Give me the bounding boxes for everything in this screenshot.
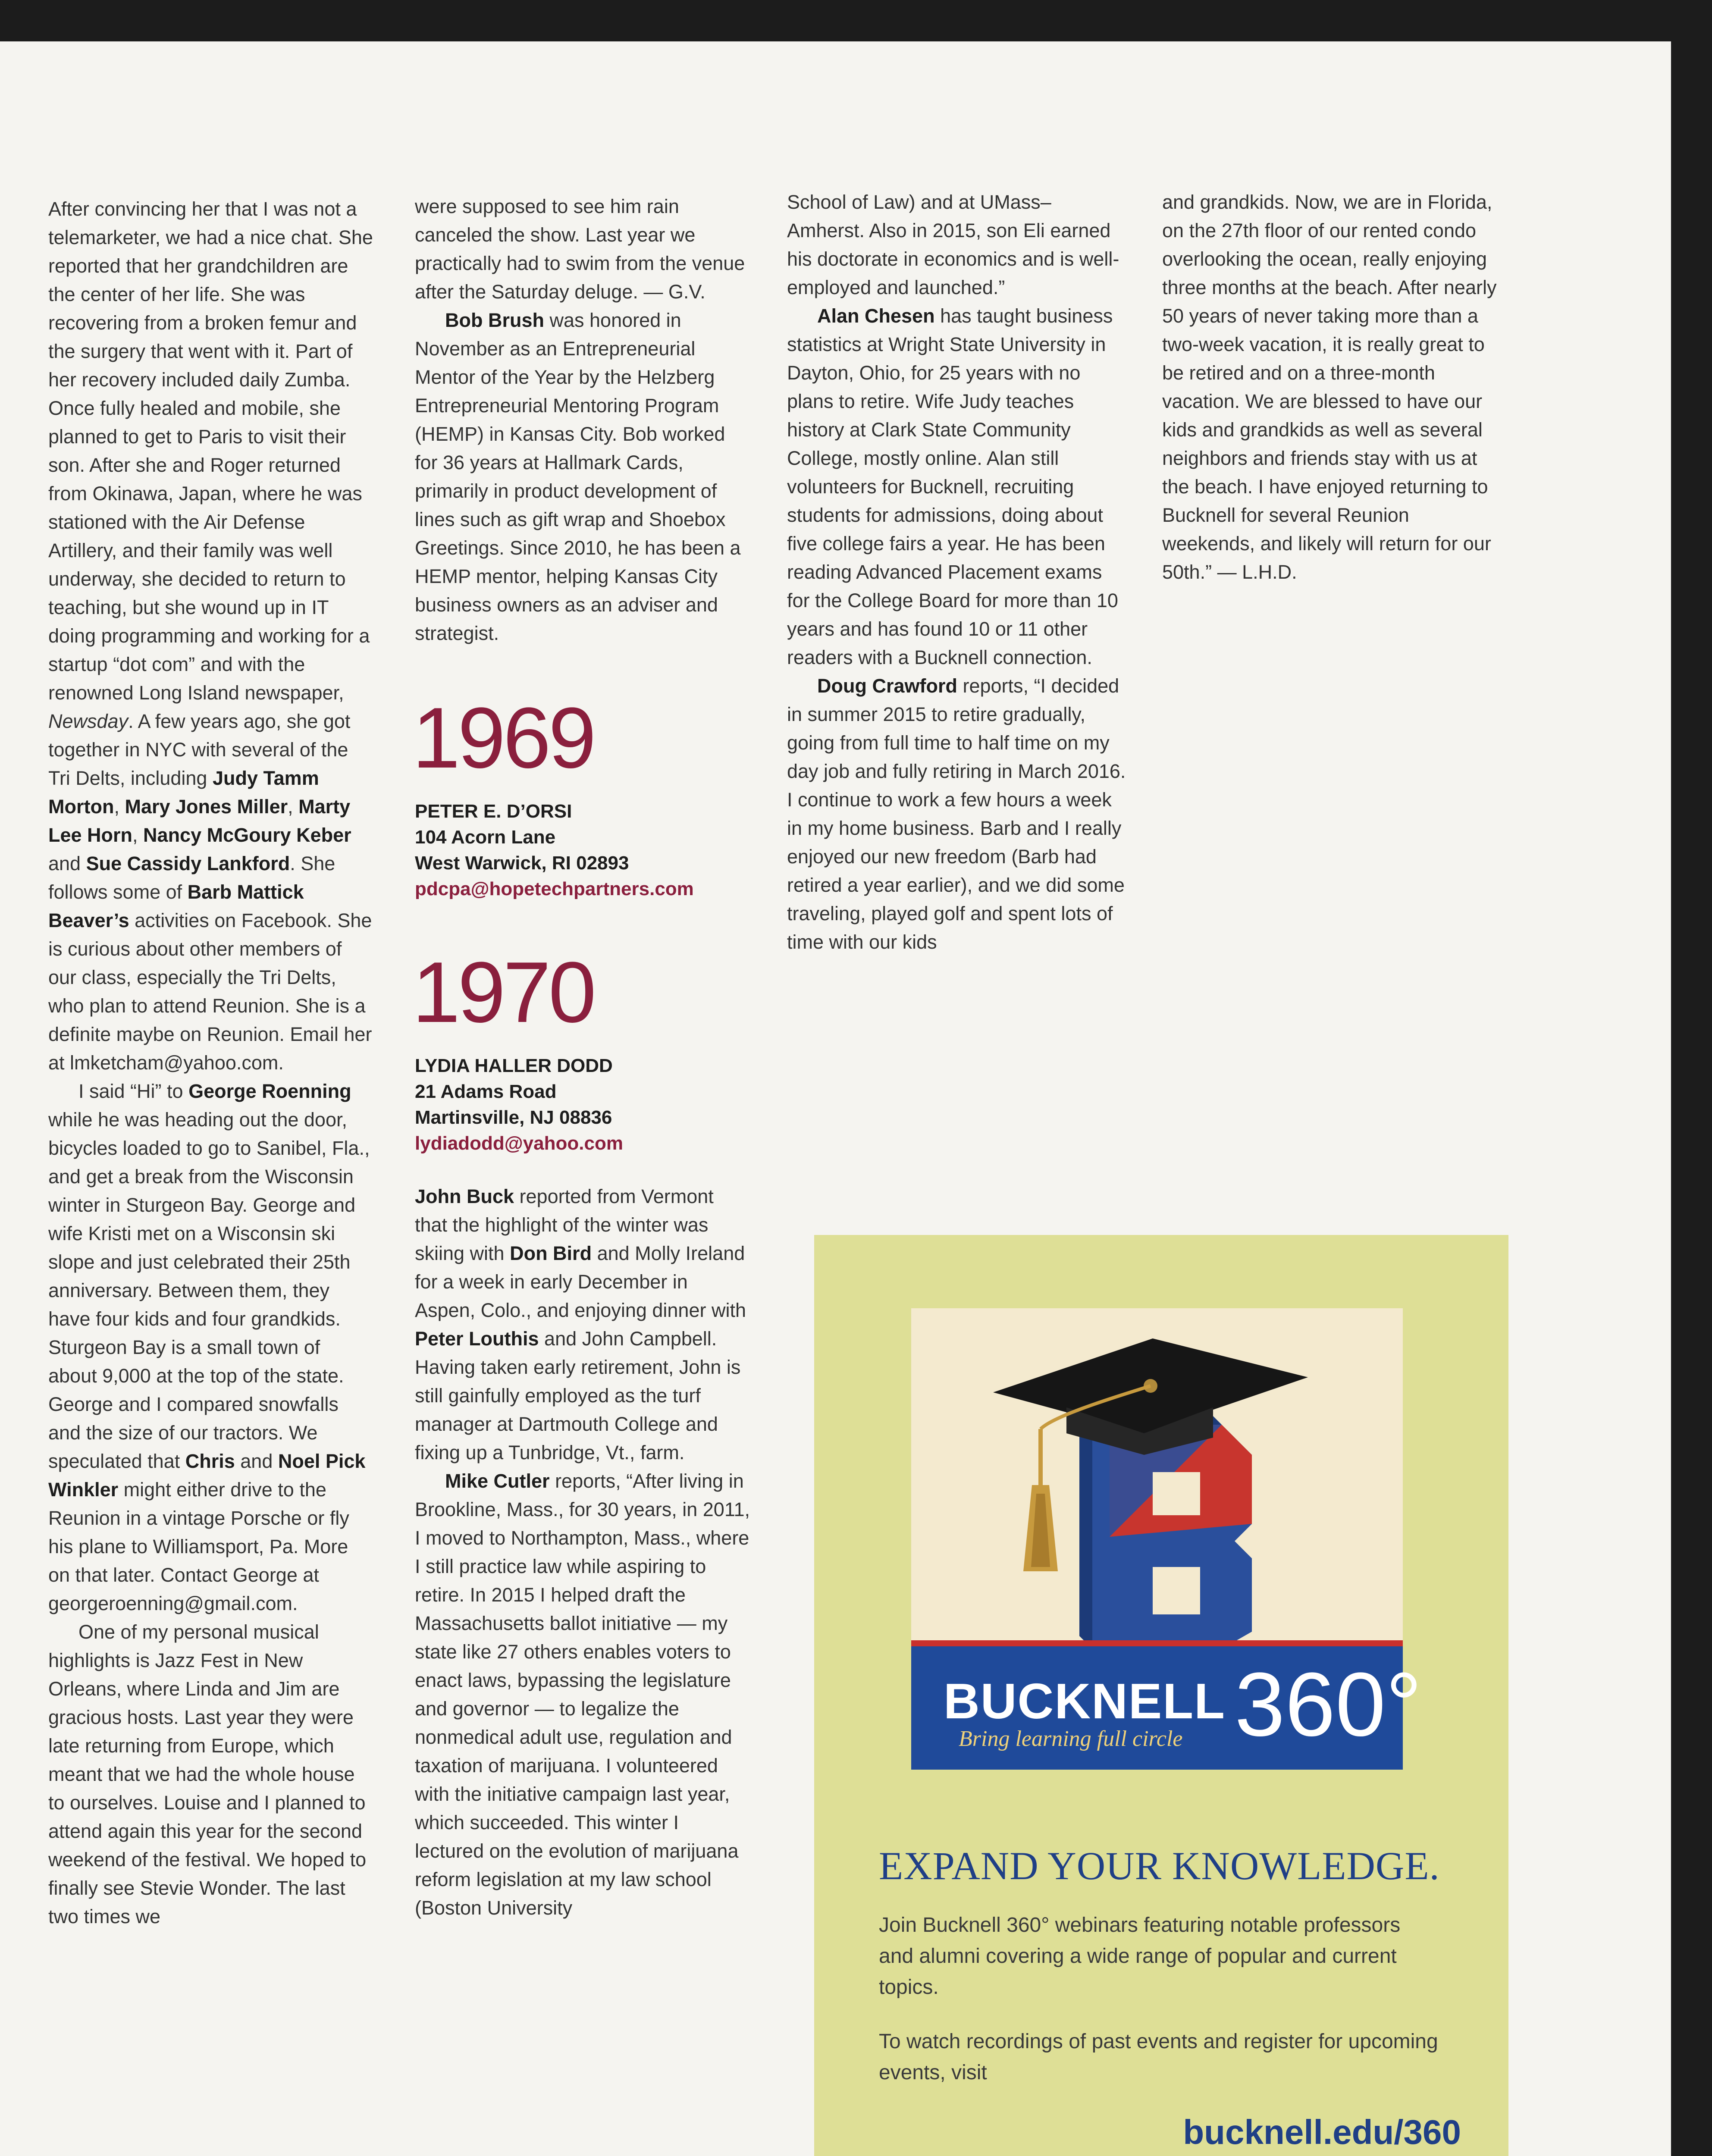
classmate-name: Doug Crawford <box>817 675 957 697</box>
secretary-name: PETER E. D’ORSI <box>415 801 572 822</box>
column-2 <box>412 192 751 1922</box>
brand-wordmark: BUCKNELL <box>944 1673 1226 1729</box>
paragraph: Doug Crawford reports, “I decided in summer 2015 to retire gradually, going from full time to half time on my day job and fully retiring in March 2016. I continue to work a few hours a week in my home business. Barb and I really enjoyed our new freedom (Barb had retired a year earlier), and we did some traveling, played golf and spent lots of time with our kids <box>787 675 1126 953</box>
class-year-heading: 1969 <box>412 690 594 786</box>
ad-url-link[interactable]: bucknell.edu/360 <box>1183 2113 1461 2151</box>
classmate-name: Nancy McGoury Keber <box>143 824 351 846</box>
classmate-name: Don Bird <box>510 1242 592 1264</box>
classmate-name: Alan Chesen <box>817 305 935 327</box>
column-3 <box>787 188 1128 956</box>
secretary-city: Martinsville, NJ 08836 <box>415 1107 612 1128</box>
paragraph: I said “Hi” to George Roenning while he was heading out the door, bicycles loaded to go to Sanibel, Fla., and get a break from the Wisconsin winter in Sturgeon Bay. George and wife Kristi met on a Wisconsin ski slope and just celebrated their 25th anniversary. Between them, they have four kids and four grandkids. Sturgeon Bay is a small town of about 9,000 at the top of the state. George and I compared snowfalls and the size of our tractors. We speculated that Chris and Noel Pick Winkler might either drive to the Reunion in a vintage Porsche or fly his plane to Williamsport, Pa. More on that later. Contact George at georgeroenning@gmail.com. <box>48 1080 370 1614</box>
brand-tagline: Bring learning full circle <box>959 1727 1183 1751</box>
secretary-city: West Warwick, RI 02893 <box>415 852 629 874</box>
class-secretary-contact <box>415 1053 751 1156</box>
paragraph: John Buck reported from Vermont that the highlight of the winter was skiing with Don Bird and Molly Ireland for a week in early December in Aspen, Colo., and enjoying dinner with Peter Louthis and John Campbell. Having taken early retirement, John is still gainfully employed as the turf manager at Dartmouth College and fixing up a Tunbridge, Vt., farm. <box>415 1185 746 1463</box>
brand-360-mark: 360° <box>1235 1654 1422 1755</box>
column-1 <box>48 195 374 1931</box>
ad-headline: EXPAND YOUR KNOWLEDGE. <box>879 1844 1440 1888</box>
class-year-heading: 1970 <box>412 944 594 1040</box>
class-secretary-contact <box>415 799 751 902</box>
column-4 <box>1162 188 1503 586</box>
classmate-name: Bob Brush <box>445 309 544 331</box>
classmate-name: Sue Cassidy Lankford <box>86 852 290 874</box>
paragraph: School of Law) and at UMass–Amherst. Also in 2015, son Eli earned his doctorate in economics and is well-employed and launched.” <box>787 191 1119 298</box>
secretary-street: 21 Adams Road <box>415 1081 557 1102</box>
secretary-name: LYDIA HALLER DODD <box>415 1055 613 1076</box>
ad-body-text: To watch recordings of past events and register for upcoming events, visit <box>879 2030 1438 2084</box>
classmate-name: Barb Mattick Beaver’s <box>48 881 304 931</box>
classmate-name: Marty Lee Horn <box>48 796 351 846</box>
classmate-name: Mary Jones Miller <box>125 796 288 818</box>
paragraph: Alan Chesen has taught business statistics at Wright State University in Dayton, Ohio, for 25 years with no plans to retire. Wife Judy teaches history at Clark State Community College, mostly online. Alan still volunteers for Bucknell, recruiting students for admissions, doing about five college fairs a year. He has been reading Advanced Placement exams for the College Board for more than 10 years and has found 10 or 11 other readers with a Bucknell connection. <box>787 305 1118 668</box>
classmate-name: George Roenning <box>188 1080 351 1102</box>
ad-body-text: Join Bucknell 360° webinars featuring notable professors and alumni covering a wide range of popular and current topics. <box>879 1914 1401 1999</box>
graduation-cap-icon <box>911 1308 1403 1640</box>
secretary-street: 104 Acorn Lane <box>415 827 556 848</box>
classmate-name: Chris <box>185 1450 235 1472</box>
classmate-name: Peter Louthis <box>415 1328 539 1350</box>
mortarboard-b-illustration <box>911 1308 1403 1640</box>
bucknell-360-advertisement <box>814 1235 1508 2156</box>
secretary-email-link[interactable]: lydiadodd@yahoo.com <box>415 1133 623 1154</box>
paragraph: and grandkids. Now, we are in Florida, on the 27th floor of our rented condo overlooking the ocean, really enjoying three months at the beach. After nearly 50 years of never taking more than a two-week vacation, it is really great to be retired and on a three-month vacation. We are blessed to have our kids and grandkids as well as several neighbors and friends stay with us at the beach. I have enjoyed returning to Bucknell for several Reunion weekends, and likely will return for our 50th.” — L.H.D. <box>1162 191 1497 583</box>
paragraph: After convincing her that I was not a telemarketer, we had a nice chat. She reported that her grandchildren are the center of her life. She was recovering from a broken femur and the surgery that went with it. Part of her recovery included daily Zumba. Once fully healed and mobile, she planned to get to Paris to visit their son. After she and Roger returned from Okinawa, Japan, where he was stationed with the Air Defense Artillery, and their family was well underway, she decided to return to teaching, but she wound up in IT doing programming and working for a startup “dot com” and with the renowned Long Island newspaper, Newsday. A few years ago, she got together in NYC with several of the Tri Delts, including Judy Tamm Morton, Mary Jones Miller, Marty Lee Horn, Nancy McGoury Keber and Sue Cassidy Lankford. She follows some of Barb Mattick Beaver’s activities on Facebook. She is curious about other members of our class, especially the Tri Delts, who plan to attend Reunion. She is a definite maybe on Reunion. Email her at lmketcham@yahoo.com. <box>48 198 373 1074</box>
classmate-name: Noel Pick Winkler <box>48 1450 366 1501</box>
classmate-name: John Buck <box>415 1185 514 1207</box>
magazine-page <box>0 41 1671 2156</box>
paragraph: One of my personal musical highlights is Jazz Fest in New Orleans, where Linda and Jim are gracious hosts. Last year they were late returning from Europe, which meant that we had the whole house to ourselves. Louise and I planned to attend again this year for the second weekend of the festival. We hoped to finally see Stevie Wonder. The last two times we <box>48 1621 367 1927</box>
secretary-email-link[interactable]: pdcpa@hopetechpartners.com <box>415 878 694 899</box>
bucknell-360-logo-banner <box>911 1640 1422 1770</box>
paragraph: Bob Brush was honored in November as an Entrepreneurial Mentor of the Year by the Helzberg Entrepreneurial Mentoring Program (HEMP) in Kansas City. Bob worked for 36 years at Hallmark Cards, primarily in product development of lines such as gift wrap and Shoebox Greetings. Since 2010, he has been a HEMP mentor, helping Kansas City business owners as an adviser and strategist. <box>415 309 741 644</box>
paragraph: Mike Cutler reports, “After living in Brookline, Mass., for 30 years, in 2011, I moved to Northampton, Mass., where I still practice law while aspiring to retire. In 2015 I helped draft the Massachusetts ballot initiative — my state like 27 others enables voters to enact laws, bypassing the legislature and governor — to legalize the nonmedical adult use, regulation and taxation of marijuana. I volunteered with the initiative campaign last year, which succeeded. This winter I lectured on the evolution of marijuana reform legislation at my law school (Boston University <box>415 1470 750 1919</box>
classmate-name: Judy Tamm Morton <box>48 767 319 818</box>
classmate-name: Mike Cutler <box>445 1470 550 1492</box>
paragraph: were supposed to see him rain canceled the show. Last year we practically had to swim from the venue after the Saturday deluge. — G.V. <box>415 195 745 303</box>
